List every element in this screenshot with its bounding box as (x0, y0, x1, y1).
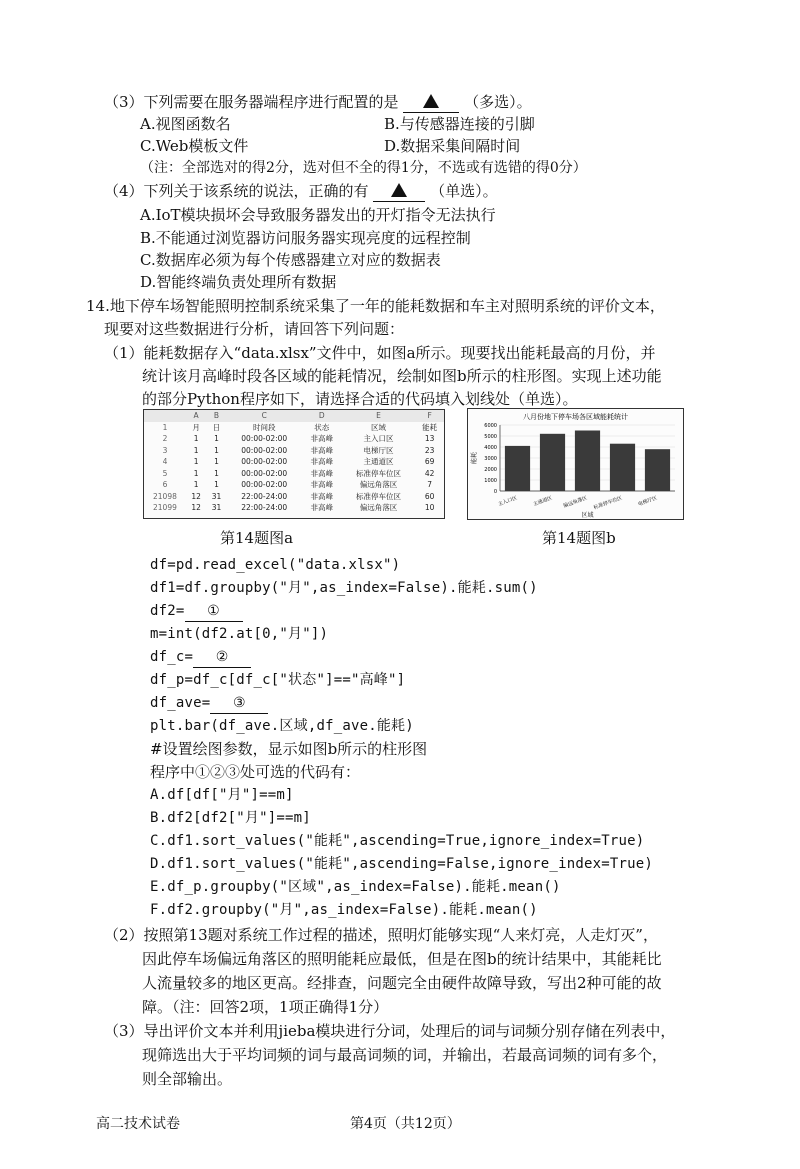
col-header: B (206, 410, 226, 422)
col-header (144, 410, 186, 422)
q14-p1-line-1: （1）能耗数据存入“data.xlsx”文件中，如图a所示。现要找出能耗最高的月份，并 (104, 344, 656, 362)
spreadsheet-cell: 1 (162, 422, 168, 432)
spreadsheet-cell: 42 (424, 468, 435, 478)
spreadsheet-cell: 21098 (153, 491, 177, 501)
code-line-m: m=int(df2.at[0,"月"]) (150, 626, 329, 642)
spreadsheet-cell: 1 (193, 434, 199, 444)
x-tick-label: 电梯厅区 (637, 495, 659, 508)
q14-p3-line-1: （3）导出评价文本并利用jieba模块进行分词，处理后的词与词频分别存储在列表中， (104, 1022, 676, 1040)
q4-suffix: （单选）。 (430, 182, 498, 200)
code-line-read: df=pd.read_excel("data.xlsx") (150, 557, 401, 573)
q4-stem-text: （4）下列关于该系统的说法，正确的有 (104, 182, 369, 200)
spreadsheet-cell: 主通道区 (363, 457, 394, 467)
y-tick-label: 6000 (484, 423, 497, 429)
col-header: E (342, 410, 416, 422)
q3-answer-blank[interactable] (403, 92, 459, 113)
spreadsheet-cell: 1 (214, 468, 219, 478)
spreadsheet-cell: 日 (212, 422, 221, 432)
spreadsheet-cell: 23 (424, 445, 435, 455)
spreadsheet-cell: 偏远角落区 (359, 480, 398, 490)
code-dfc-label: df_c= (150, 649, 194, 665)
spreadsheet-cell: 31 (211, 503, 222, 513)
q4-answer-blank[interactable] (373, 181, 425, 202)
choice-c: C.df1.sort_values("能耗",ascending=True,ignore_index=True) (150, 833, 645, 849)
spreadsheet-cell: 非高峰 (310, 445, 333, 455)
q14-p1-line-2: 统计该月高峰时段各区域的能耗情况，绘制如图b所示的柱形图。实现上述功能 (142, 367, 662, 385)
spreadsheet-cell: 10 (424, 503, 435, 513)
blank-2[interactable]: ② (193, 647, 251, 668)
figure-b-caption: 第14题图b (542, 529, 616, 547)
spreadsheet-rows (144, 422, 444, 514)
spreadsheet-cell: 标准停车位区 (356, 468, 401, 478)
spreadsheet-cell: 区域 (371, 422, 386, 432)
spreadsheet-cell: 12 (191, 503, 201, 513)
x-tick-label: 主通道区 (532, 495, 554, 508)
q3-stem-text: （3）下列需要在服务器端程序进行配置的是 (104, 93, 399, 111)
footer-page-number: 第4页（共12页） (350, 1116, 461, 1132)
spreadsheet-cell: 13 (424, 434, 435, 444)
spreadsheet-cell: 00:00-02:00 (241, 457, 288, 467)
spreadsheet-cell: 非高峰 (310, 457, 333, 467)
q4-stem (104, 181, 498, 202)
spreadsheet-cell: 月 (192, 422, 200, 432)
spreadsheet-cell: 6 (162, 480, 168, 490)
spreadsheet-cell: 非高峰 (310, 434, 333, 444)
spreadsheet-table (144, 410, 444, 514)
y-tick-label: 4000 (484, 445, 497, 451)
choice-a: A.df[df["月"]==m] (150, 787, 294, 803)
bar-chart-svg (468, 409, 683, 519)
y-tick-label: 1000 (484, 478, 497, 484)
q3-stem (104, 92, 532, 113)
spreadsheet-cell: 60 (424, 491, 435, 501)
bar (610, 444, 635, 491)
spreadsheet-cell: 12 (191, 491, 201, 501)
bar (540, 434, 565, 491)
spreadsheet-cell: 4 (162, 457, 168, 467)
col-header: D (302, 410, 342, 422)
code-line-dfc (150, 647, 251, 668)
spreadsheet-cell: 00:00-02:00 (241, 480, 288, 490)
spreadsheet-cell: 5 (162, 468, 168, 478)
triangle-icon (423, 94, 439, 108)
y-axis-label: 能耗 (471, 451, 478, 465)
spreadsheet-cell: 偏远角落区 (359, 503, 398, 513)
q14-p3-line-2: 现筛选出大于平均词频的词与最高词频的词，并输出，若最高词频的词有多个， (142, 1046, 668, 1064)
choice-f: F.df2.groupby("月",as_index=False).能耗.mean() (150, 902, 538, 918)
bar (575, 431, 600, 492)
q14-p2-line-1: （2）按照第13题对系统工作过程的描述，照明灯能够实现“人来灯亮，人走灯灭”， (104, 926, 658, 944)
x-tick-label: 主入口区 (497, 495, 519, 508)
figure-a-spreadsheet (143, 409, 445, 519)
y-tick-label: 3000 (484, 456, 497, 462)
y-tick-label: 5000 (484, 434, 497, 440)
spreadsheet-cell: 69 (424, 457, 435, 467)
choice-d: D.df1.sort_values("能耗",ascending=False,ignore_index=True) (150, 856, 653, 872)
spreadsheet-row (144, 468, 444, 480)
figure-a-caption: 第14题图a (220, 529, 294, 547)
figure-b-chart (467, 408, 684, 520)
choices-title: 程序中①②③处可选的代码有： (150, 763, 361, 781)
spreadsheet-cell: 00:00-02:00 (241, 468, 288, 478)
spreadsheet-row (144, 479, 444, 491)
spreadsheet-cell: 3 (162, 445, 168, 455)
spreadsheet-cell: 00:00-02:00 (241, 445, 288, 455)
code-line-dfave (150, 693, 268, 714)
code-line-plt: plt.bar(df_ave.区域,df_ave.能耗) (150, 718, 414, 734)
choice-e: E.df_p.groupby("区域",as_index=False).能耗.mean() (150, 879, 561, 895)
spreadsheet-cell: 1 (214, 445, 219, 455)
q3-suffix: （多选）。 (464, 93, 532, 111)
footer-subject: 高二技术试卷 (96, 1116, 180, 1132)
spreadsheet-cell: 00:00-02:00 (241, 434, 288, 444)
spreadsheet-column-header (144, 410, 444, 422)
col-header: C (227, 410, 302, 422)
q3-option-d: D.数据采集间隔时间 (384, 137, 521, 155)
spreadsheet-cell: 主入口区 (363, 434, 394, 444)
choice-b: B.df2[df2["月"]==m] (150, 810, 311, 826)
q14-intro-2: 现要对这些数据进行分析，请回答下列问题： (104, 320, 405, 338)
triangle-icon (391, 183, 407, 197)
spreadsheet-row (144, 422, 444, 434)
code-line-groupby: df1=df.groupby("月",as_index=False).能耗.sum() (150, 580, 538, 596)
spreadsheet-cell: 时间段 (252, 422, 276, 432)
spreadsheet-row (144, 502, 444, 514)
spreadsheet-cell: 21099 (153, 503, 177, 513)
spreadsheet-cell: 非高峰 (310, 503, 333, 513)
spreadsheet-row (144, 456, 444, 468)
spreadsheet-cell: 非高峰 (310, 480, 333, 490)
blank-1[interactable]: ① (185, 601, 243, 622)
spreadsheet-cell: 7 (427, 480, 433, 490)
spreadsheet-cell: 22:00-24:00 (241, 491, 288, 501)
spreadsheet-cell: 31 (211, 491, 222, 501)
spreadsheet-cell: 能耗 (422, 422, 438, 432)
bar (645, 449, 670, 491)
code-df2-label: df2= (150, 603, 185, 619)
spreadsheet-cell: 1 (193, 468, 199, 478)
spreadsheet-row (144, 491, 444, 503)
spreadsheet-cell: 电梯厅区 (363, 445, 394, 455)
q3-option-c: C.Web模板文件 (140, 137, 249, 155)
q4-option-a: A.IoT模块损坏会导致服务器发出的开灯指令无法执行 (140, 206, 496, 224)
y-tick-label: 2000 (484, 467, 497, 473)
spreadsheet-cell: 1 (214, 480, 219, 490)
q3-option-b: B.与传感器连接的引脚 (384, 115, 535, 133)
spreadsheet-cell: 1 (214, 457, 219, 467)
code-line-dfp: df_p=df_c[df_c["状态"]=="高峰"] (150, 672, 406, 688)
y-tick-label: 0 (493, 489, 497, 495)
spreadsheet-row (144, 445, 444, 457)
q14-p1-line-3: 的部分Python程序如下，请选择合适的代码填入划线处（单选）。 (142, 390, 578, 408)
q14-p2-line-4: 障。（注：回答2项，1项正确得1分） (142, 998, 389, 1016)
spreadsheet-cell: 2 (162, 434, 168, 444)
code-dfave-label: df_ave= (150, 695, 211, 711)
q14-p2-line-3: 人流量较多的地区更高。经排查，问题完全由硬件故障导致，写出2种可能的故 (142, 974, 662, 992)
spreadsheet-cell: 状态 (314, 422, 330, 432)
q14-intro-1: 14.地下停车场智能照明控制系统采集了一年的能耗数据和车主对照明系统的评价文本， (86, 297, 665, 315)
x-tick-label: 标准停车位区 (592, 495, 624, 512)
spreadsheet-cell: 标准停车位区 (356, 491, 401, 501)
spreadsheet-cell: 1 (214, 434, 219, 444)
q4-option-c: C.数据库必须为每个传感器建立对应的数据表 (140, 251, 441, 269)
spreadsheet-cell: 1 (193, 445, 199, 455)
q4-option-b: B.不能通过浏览器访问服务器实现亮度的远程控制 (140, 229, 471, 247)
bar (505, 446, 530, 491)
spreadsheet-cell: 非高峰 (310, 491, 333, 501)
spreadsheet-cell: 1 (193, 457, 199, 467)
blank-3[interactable]: ③ (210, 693, 268, 714)
x-tick-label: 偏远角落区 (562, 495, 589, 510)
spreadsheet-row (144, 433, 444, 445)
spreadsheet-cell: 1 (193, 480, 199, 490)
code-comment: #设置绘图参数，显示如图b所示的柱形图 (150, 740, 428, 758)
x-axis-label: 区域 (581, 512, 594, 519)
q14-p3-line-3: 则全部输出。 (142, 1070, 233, 1088)
q3-note: （注：全部选对的得2分，选对但不全的得1分，不选或有选错的得0分） (140, 160, 587, 176)
q14-p2-line-2: 因此停车场偏远角落区的照明能耗应最低，但是在图b的统计结果中，其能耗比 (142, 950, 662, 968)
code-line-df2 (150, 601, 243, 622)
spreadsheet-cell: 22:00-24:00 (241, 503, 288, 513)
q3-option-a: A.视图函数名 (140, 115, 231, 133)
chart-title: 八月份地下停车场各区域能耗统计 (523, 413, 628, 421)
col-header: A (186, 410, 206, 422)
spreadsheet-cell: 非高峰 (310, 468, 333, 478)
col-header: F (415, 410, 444, 422)
q4-option-d: D.智能终端负责处理所有数据 (140, 273, 337, 291)
